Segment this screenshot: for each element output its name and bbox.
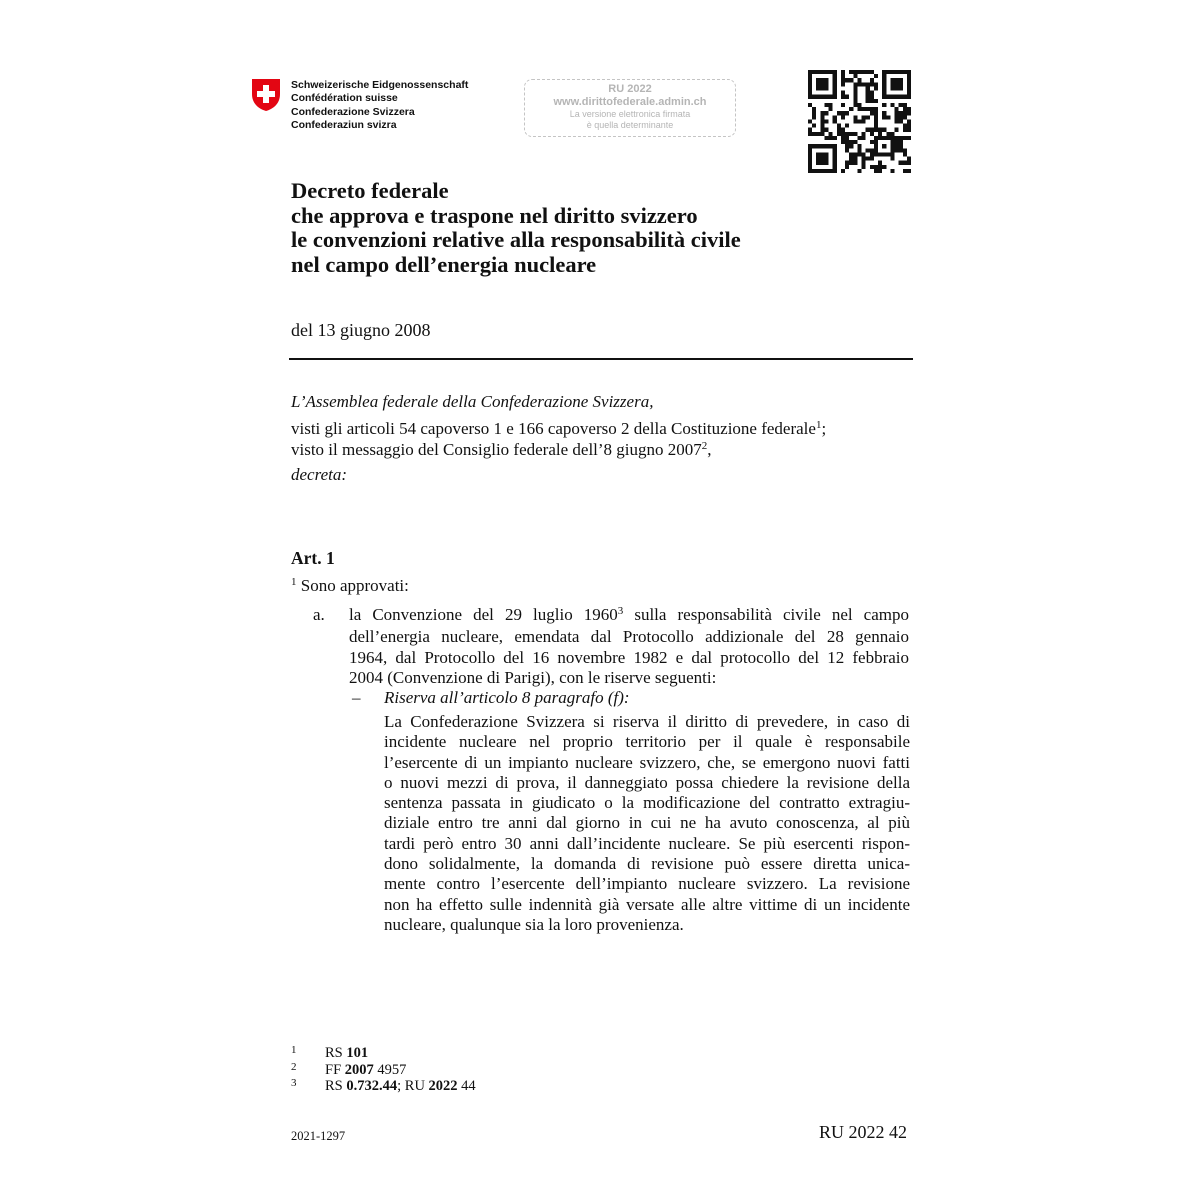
- title-divider: [289, 358, 913, 360]
- title-line: che approva e traspone nel diritto svizzero: [291, 202, 698, 228]
- paragraph-1: [291, 576, 409, 596]
- preamble-punct: ,: [707, 440, 712, 459]
- paragraph-number: 1: [291, 576, 297, 588]
- reserve-title: Riserva all’articolo 8 paragrafo (f):: [384, 688, 630, 707]
- article-heading: Art. 1: [291, 548, 335, 568]
- reserve-line: nucleare, qualunque sia la loro provenienza.: [384, 914, 684, 934]
- item-line: 1964, dal Protocollo del 16 novembre 1982 e dal protocollo del 12 febbraio: [349, 647, 909, 667]
- publication-stamp: [524, 79, 736, 137]
- stamp-line-4: è quella determinante: [586, 120, 674, 130]
- preamble-punct: ;: [821, 419, 827, 438]
- document-title: [291, 179, 891, 277]
- reserve-line: non ha effetto sulle indennità già versate alle altre vittime di un incidente: [384, 894, 910, 914]
- title-line: nel campo dell’energia nucleare: [291, 251, 597, 277]
- conf-name-de: Schweizerische Eidgenossenschaft: [291, 79, 469, 91]
- footnote-number: 2: [291, 1060, 297, 1073]
- item-line: dell’energia nucleare, emendata dal Protocollo addizionale del 28 gennaio: [349, 627, 909, 647]
- conf-name-fr: Confédération suisse: [291, 92, 398, 105]
- reserve-text: [384, 712, 910, 935]
- title-line: Decreto federale: [291, 178, 449, 203]
- item-line: 2004 (Convenzione di Parigi), con le riserve seguenti:: [349, 667, 717, 687]
- preamble-text: visti gli articoli 54 capoverso 1 e 166 capoverso 2 della Costituzione federale: [291, 419, 816, 438]
- item-line-text: la Convenzione del 29 luglio 1960: [349, 605, 618, 624]
- reserve-line: La Confederazione Svizzera si riserva il diritto di prevedere, in caso di: [384, 712, 910, 731]
- preamble-line-2: [291, 439, 712, 463]
- footnote-text: FF 2007 4957: [325, 1061, 407, 1078]
- footnote-text: RS 101: [325, 1045, 369, 1061]
- item-a-text: [349, 605, 909, 688]
- paragraph-text: Sono approvati:: [300, 576, 409, 595]
- conf-name-it: Confederazione Svizzera: [291, 105, 415, 118]
- reserve-line: sentenza passata in giudicato o la modificazione del contratto extragiu-: [384, 793, 910, 813]
- confederation-names: [291, 79, 468, 133]
- reserve-line: diziale entro tre anni dal giorno in cui ne ha avuto conoscenza, al più: [384, 813, 910, 833]
- reserve-line: mente contro l’esercente dell’impianto nucleare svizzero. La revisione: [384, 874, 910, 894]
- footnote-ref[interactable]: 3: [617, 605, 624, 617]
- document-number: 2021-1297: [291, 1129, 346, 1143]
- preamble-decree: decreta:: [291, 465, 348, 484]
- page-reference: RU 2022 42: [819, 1122, 908, 1142]
- footnote-text: RS 0.732.44; RU 2022 44: [325, 1078, 476, 1094]
- conf-name-rm: Confederaziun svizra: [291, 119, 397, 132]
- footnote-ref[interactable]: 2: [701, 440, 708, 452]
- item-line: [349, 605, 909, 627]
- title-line: le convenzioni relative alla responsabilità civile: [291, 227, 741, 252]
- reserve-line: dono solidalmente, la domanda di revisione può essere diretta unica-: [384, 854, 910, 874]
- footnote-number: 3: [291, 1077, 297, 1089]
- preamble-text: visto il messaggio del Consiglio federale dell’8 giugno 2007: [291, 440, 702, 459]
- reserve-line: tardi però entro 30 anni dall’incidente nucleare. Se più esercenti rispon-: [384, 833, 910, 853]
- qr-code-icon: [808, 70, 911, 173]
- footnote-number: 1: [291, 1044, 297, 1056]
- swiss-coat-of-arms-icon: [251, 78, 281, 112]
- reserve-line: l’esercente di un impianto nucleare svizzero, che, se emergono nuovi fatti: [384, 752, 910, 772]
- preamble-intro: L’Assemblea federale della Confederazione Svizzera,: [291, 392, 654, 411]
- reserve-line: incidente nucleare nel proprio territorio per il quale è responsabile: [384, 732, 910, 752]
- reserve-line: o nuovi mezzi di prova, il danneggiato possa chiedere la revisione della: [384, 772, 910, 792]
- stamp-line-2: www.dirittofederale.admin.ch: [553, 96, 707, 108]
- reserve-dash: –: [352, 688, 361, 707]
- item-line-text: sulla responsabilità civile nel campo: [623, 605, 909, 624]
- item-letter: a.: [313, 605, 325, 624]
- document-date: del 13 giugno 2008: [291, 320, 431, 340]
- stamp-line-1: RU 2022: [608, 83, 652, 95]
- footnote: [291, 1078, 476, 1095]
- footnotes: [291, 1045, 476, 1095]
- stamp-line-3: La versione elettronica firmata: [569, 109, 691, 119]
- footnote-ref[interactable]: 1: [815, 419, 822, 431]
